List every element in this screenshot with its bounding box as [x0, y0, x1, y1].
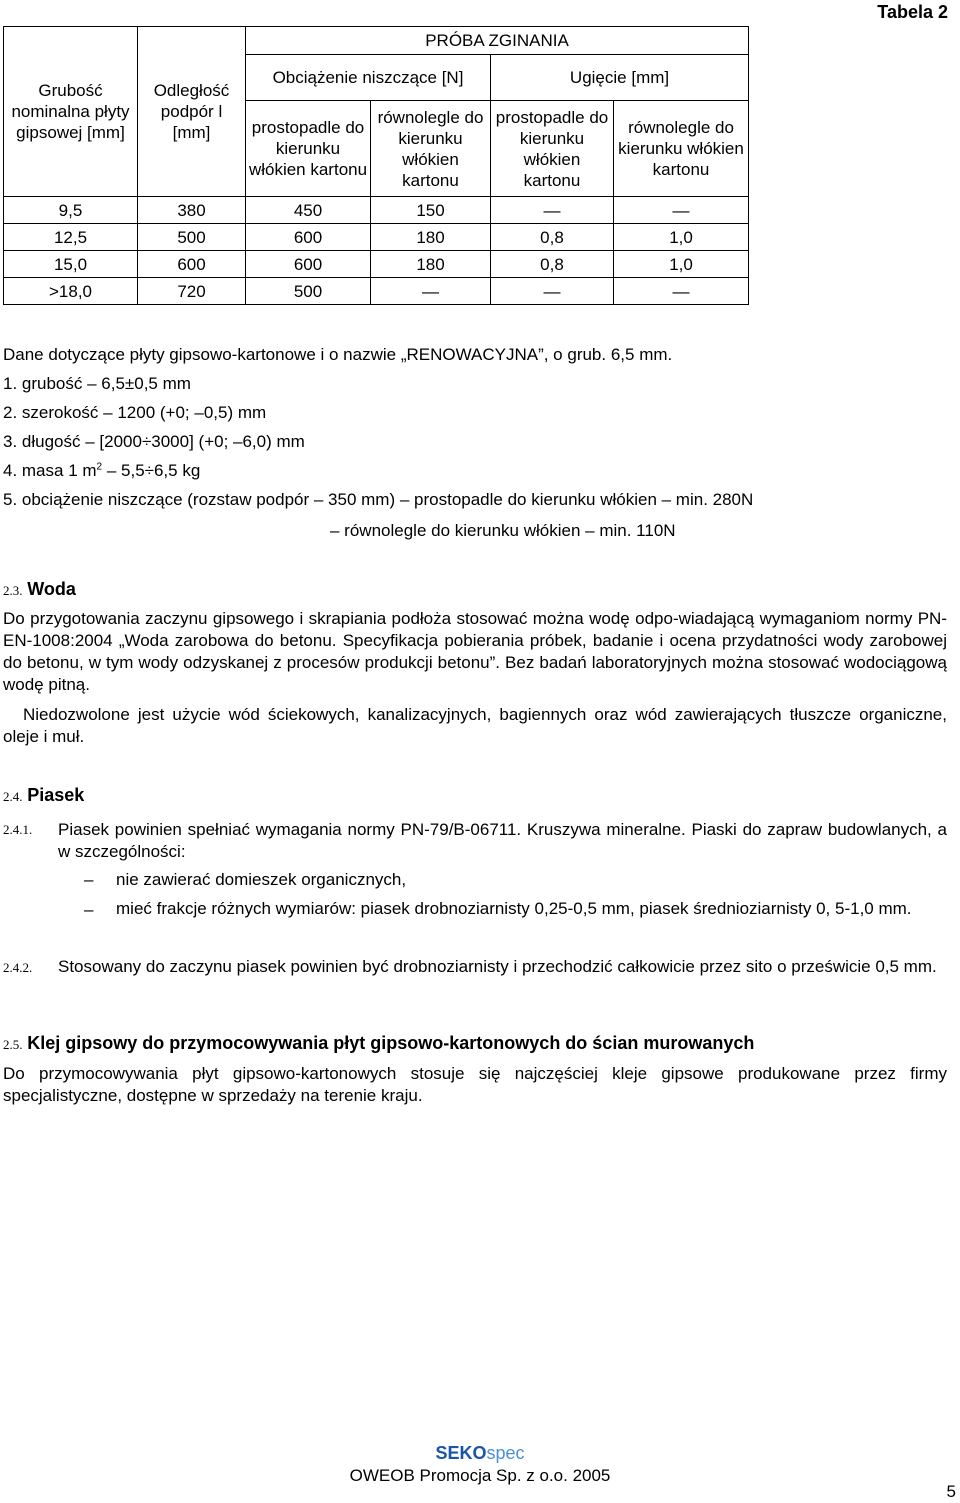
- section-number: 2.4.: [3, 789, 23, 804]
- table-cell: >18,0: [4, 278, 138, 305]
- board-data-item-text: – 5,5÷6,5 kg: [102, 461, 201, 480]
- board-data-item-text: 4. masa 1 m: [3, 461, 97, 480]
- section-title: Woda: [27, 579, 76, 599]
- table-cell: 150: [371, 197, 491, 224]
- logo-part: spec: [486, 1443, 525, 1463]
- table-cell: —: [491, 197, 614, 224]
- table-cell: 1,0: [614, 251, 749, 278]
- table-cell: 15,0: [4, 251, 138, 278]
- header-load-parallel: równolegle do kierunku włókien kartonu: [371, 101, 491, 197]
- header-deflection: Ugięcie [mm]: [491, 55, 749, 101]
- header-support-span: Odległość podpór l [mm]: [138, 27, 246, 197]
- table-cell: —: [614, 197, 749, 224]
- table-cell: 380: [138, 197, 246, 224]
- table-cell: 1,0: [614, 224, 749, 251]
- board-data-intro: Dane dotyczące płyty gipsowo-kartonowe i o nazwie „RENOWACYJNA”, o grub. 6,5 mm.: [3, 345, 673, 364]
- bending-test-table: [3, 26, 749, 305]
- table-cell: 450: [246, 197, 371, 224]
- table-row: [4, 224, 749, 251]
- list-item: nie zawierać domieszek organicznych,: [116, 870, 407, 889]
- superscript: 2: [96, 461, 103, 473]
- table-cell: 12,5: [4, 224, 138, 251]
- table-cell: 600: [246, 224, 371, 251]
- header-bending-test: PRÓBA ZGINANIA: [246, 27, 749, 55]
- board-data-item: 5. obciążenie niszczące (rozstaw podpór – 350 mm) – prostopadle do kierunku włókien – min. 280N: [3, 490, 754, 509]
- table-row: [4, 251, 749, 278]
- table-cell: 180: [371, 251, 491, 278]
- table-cell: —: [614, 278, 749, 305]
- section-title: Klej gipsowy do przymocowywania płyt gipsowo-kartonowych do ścian murowanych: [27, 1033, 755, 1053]
- board-data-item: [3, 461, 200, 481]
- page-number: 5: [946, 1482, 956, 1501]
- board-data-item-continued: – równolegle do kierunku włókien – min. 110N: [330, 521, 676, 540]
- section-heading-glue: [3, 1033, 754, 1054]
- water-paragraph: Do przygotowania zaczynu gipsowego i skrapiania podłoża stosować można wodę odpo-wiadającą wymaganiom normy PN-EN-1008:2004 „Woda zarobowa do betonu. Specyfikacja pobierania próbek, badanie i ocena przydatności wody zarobowej do betonu, w tym wody odzyskanej z procesów produkcji betonu”. Bez badań laboratoryjnych można stosować wodociągową wodę pitną.: [3, 609, 947, 694]
- bullet-dash: –: [84, 870, 94, 889]
- table-cell: 0,8: [491, 251, 614, 278]
- section-number: 2.3.: [3, 583, 23, 598]
- section-number: 2.5.: [3, 1037, 23, 1052]
- header-breaking-load: Obciążenie niszczące [N]: [246, 55, 491, 101]
- footer-publisher: OWEOB Promocja Sp. z o.o. 2005: [349, 1466, 611, 1485]
- logo-part: SEKO: [435, 1443, 487, 1463]
- list-item: mieć frakcje różnych wymiarów: piasek drobnoziarnisty 0,25-0,5 mm, piasek średnioziarnisty 0, 5-1,0 mm.: [116, 899, 912, 918]
- sand-requirements-text: Piasek powinien spełniać wymagania normy PN-79/B-06711. Kruszywa mineralne. Piaski do zapraw budowlanych, a w szczególności:: [58, 820, 947, 861]
- header-deflection-parallel: równolegle do kierunku włókien kartonu: [614, 101, 749, 197]
- glue-paragraph: Do przymocowywania płyt gipsowo-kartonowych stosuje się najczęściej kleje gipsowe produkowane przez firmy specjalistyczne, dostępne w sprzedaży na terenie kraju.: [3, 1064, 947, 1105]
- bullet-dash: –: [84, 900, 94, 919]
- header-thickness: Grubość nominalna płyty gipsowej [mm]: [4, 27, 138, 197]
- subsection-number: 2.4.2.: [3, 960, 33, 975]
- footer-logo: [0, 1443, 960, 1464]
- board-data-item: 2. szerokość – 1200 (+0; –0,5) mm: [3, 403, 267, 422]
- board-data-item: 3. długość – [2000÷3000] (+0; –6,0) mm: [3, 432, 305, 451]
- header-load-perpendicular: prostopadle do kierunku włókien kartonu: [246, 101, 371, 197]
- table-cell: 180: [371, 224, 491, 251]
- table-cell: —: [371, 278, 491, 305]
- section-title: Piasek: [27, 785, 85, 805]
- section-heading-water: [3, 579, 76, 600]
- water-paragraph: Niedozwolone jest użycie wód ściekowych, kanalizacyjnych, bagiennych oraz wód zawierających tłuszcze organiczne, oleje i muł.: [3, 705, 947, 746]
- table-cell: 720: [138, 278, 246, 305]
- sand-sieve-text: Stosowany do zaczynu piasek powinien być drobnoziarnisty i przechodzić całkowicie przez sito o prześwicie 0,5 mm.: [58, 957, 937, 976]
- header-deflection-perpendicular: prostopadle do kierunku włókien kartonu: [491, 101, 614, 197]
- table-cell: 9,5: [4, 197, 138, 224]
- table-cell: 500: [246, 278, 371, 305]
- table-caption: Tabela 2: [877, 2, 948, 22]
- board-data-item: 1. grubość – 6,5±0,5 mm: [3, 374, 191, 393]
- table-cell: 600: [246, 251, 371, 278]
- table-row: [4, 197, 749, 224]
- table-row: [4, 278, 749, 305]
- table-cell: —: [491, 278, 614, 305]
- section-heading-sand: [3, 785, 84, 806]
- table-cell: 0,8: [491, 224, 614, 251]
- table-cell: 500: [138, 224, 246, 251]
- subsection-number: 2.4.1.: [3, 822, 33, 837]
- table-cell: 600: [138, 251, 246, 278]
